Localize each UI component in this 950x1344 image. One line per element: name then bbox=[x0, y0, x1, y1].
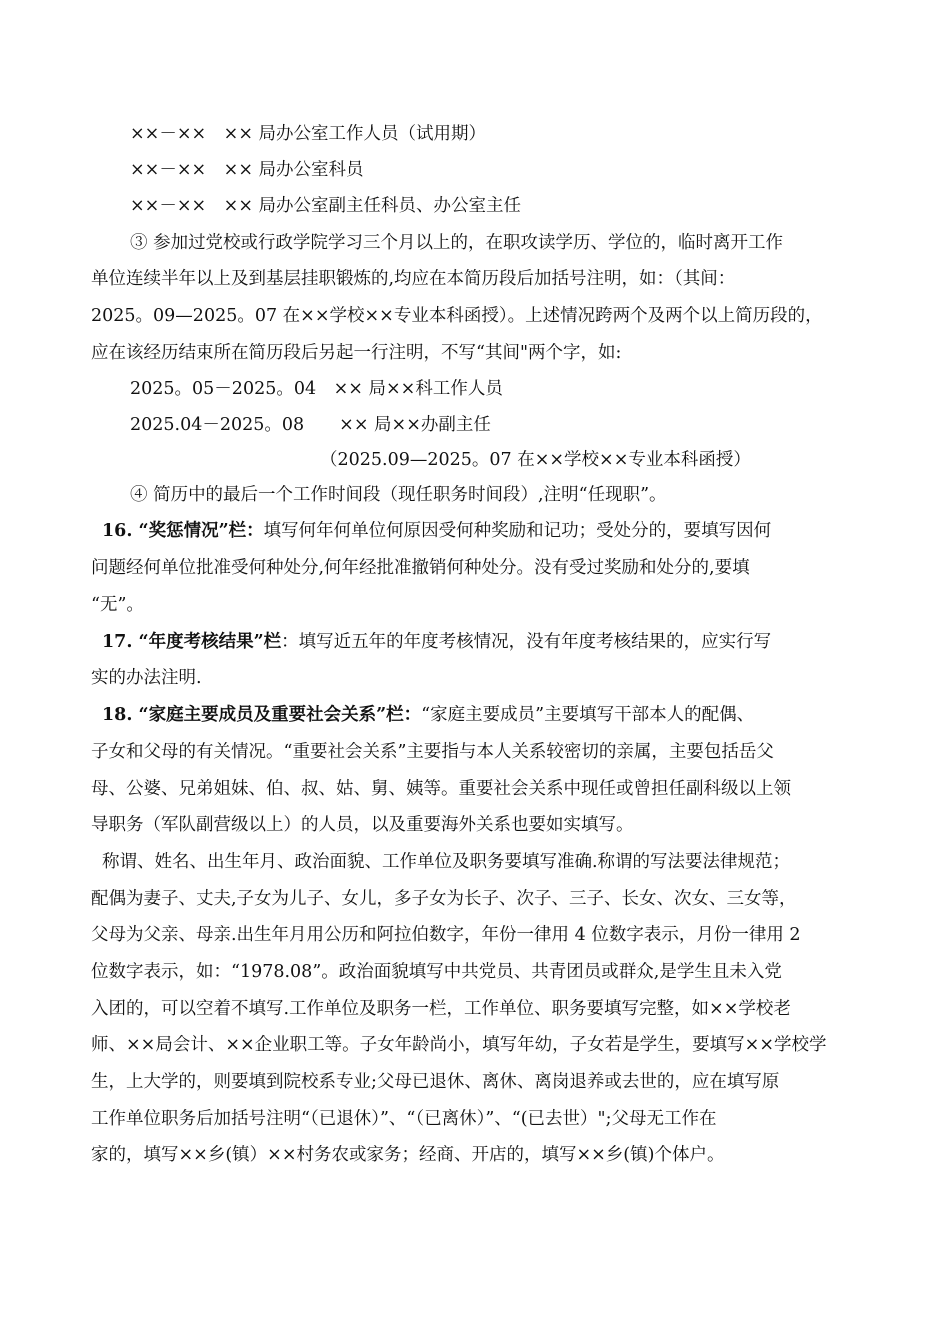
paragraph-line: 问题经何单位批准受何种处分,何年经批准撤销何种处分。没有受过奖励和处分的,要填 bbox=[91, 558, 750, 578]
paragraph-line: “无”。 bbox=[91, 595, 144, 615]
section-16-heading-line bbox=[102, 519, 771, 543]
paragraph-line: 2025。09—2025。07 在××学校××专业本科函授）。上述情况跨两个及两个以上简历段的， bbox=[91, 306, 823, 326]
paragraph-line: 位数字表示，如：“1978.08”。政治面貌填写中共党员、共青团员或群众,是学生且未入党 bbox=[91, 962, 782, 982]
paragraph-line: 称谓、姓名、出生年月、政治面貌、工作单位及职务要填写准确.称谓的写法要法律规范； bbox=[102, 852, 791, 872]
section-18-heading: 18. “家庭主要成员及重要社会关系”栏： bbox=[102, 705, 422, 725]
paragraph-line: 应在该经历结束所在简历段后另起一行注明，不写“其间"两个字，如: bbox=[91, 343, 622, 363]
paragraph-line: ④ 简历中的最后一个工作时间段（现任职务时间段）,注明“任现职”。 bbox=[130, 485, 667, 505]
paragraph-line: 入团的，可以空着不填写.工作单位及职务一栏，工作单位、职务要填写完整，如××学校老 bbox=[91, 999, 791, 1019]
paragraph-line: 导职务（军队副营级以上）的人员，以及重要海外关系也要如实填写。 bbox=[91, 815, 634, 835]
section-16-heading: 16. “奖惩情况”栏： bbox=[102, 521, 264, 541]
paragraph-line: 家的，填写××乡(镇）××村务农或家务；经商、开店的，填写××乡(镇)个体户。 bbox=[91, 1145, 725, 1165]
resume-example-line-2: 2025.04－2025。08 ×× 局××办副主任 bbox=[130, 415, 491, 435]
section-16-text: 填写何年何单位何原因受何种奖励和记功；受处分的，要填写因何 bbox=[263, 521, 772, 541]
paragraph-line: 母、公婆、兄弟姐妹、伯、叔、姑、舅、姨等。重要社会关系中现任或曾担任副科级以上领 bbox=[91, 779, 791, 799]
resume-example-line-1: 2025。05－2025。04 ×× 局××科工作人员 bbox=[130, 379, 503, 399]
section-17-heading-line bbox=[102, 630, 771, 654]
resume-line-1: ××－×× ×× 局办公室工作人员（试用期） bbox=[130, 124, 487, 144]
resume-line-3: ××－×× ×× 局办公室副主任科员、办公室主任 bbox=[130, 196, 522, 216]
resume-line-2: ××－×× ×× 局办公室科员 bbox=[130, 160, 364, 180]
resume-note-line: （2025.09—2025。07 在××学校××专业本科函授） bbox=[320, 450, 751, 470]
paragraph-line: 师、××局会计、××企业职工等。子女年龄尚小，填写年幼，子女若是学生，要填写××学校学 bbox=[91, 1035, 827, 1055]
paragraph-line: 生，上大学的，则要填到院校系专业;父母已退休、离休、离岗退养或去世的，应在填写原 bbox=[91, 1072, 780, 1092]
paragraph-line: 父母为父亲、母亲.出生年月用公历和阿拉伯数字，年份一律用 4 位数字表示，月份一律用 2 bbox=[91, 925, 801, 945]
paragraph-line: 实的办法注明. bbox=[91, 668, 202, 688]
section-18-heading-line bbox=[102, 703, 754, 727]
paragraph-line: 工作单位职务后加括号注明“（已退休）”、“（已离休）”、“(已去世）";父母无工作在 bbox=[91, 1109, 717, 1129]
section-17-heading: 17. “年度考核结果”栏 bbox=[102, 632, 282, 652]
section-17-text: ：填写近五年的年度考核情况，没有年度考核结果的，应实行写 bbox=[281, 632, 772, 652]
paragraph-line: 配偶为妻子、丈夫,子女为儿子、女儿，多子女为长子、次子、三子、长女、次女、三女等， bbox=[91, 889, 797, 909]
paragraph-line: 子女和父母的有关情况。“重要社会关系”主要指与本人关系较密切的亲属，主要包括岳父 bbox=[91, 742, 774, 762]
paragraph-line: ③ 参加过党校或行政学院学习三个月以上的，在职攻读学历、学位的，临时离开工作 bbox=[130, 233, 784, 253]
section-18-text: “家庭主要成员”主要填写干部本人的配偶、 bbox=[421, 705, 755, 725]
paragraph-line: 单位连续半年以上及到基层挂职锻炼的,均应在本简历段后加括号注明，如：（其间： bbox=[91, 269, 736, 289]
